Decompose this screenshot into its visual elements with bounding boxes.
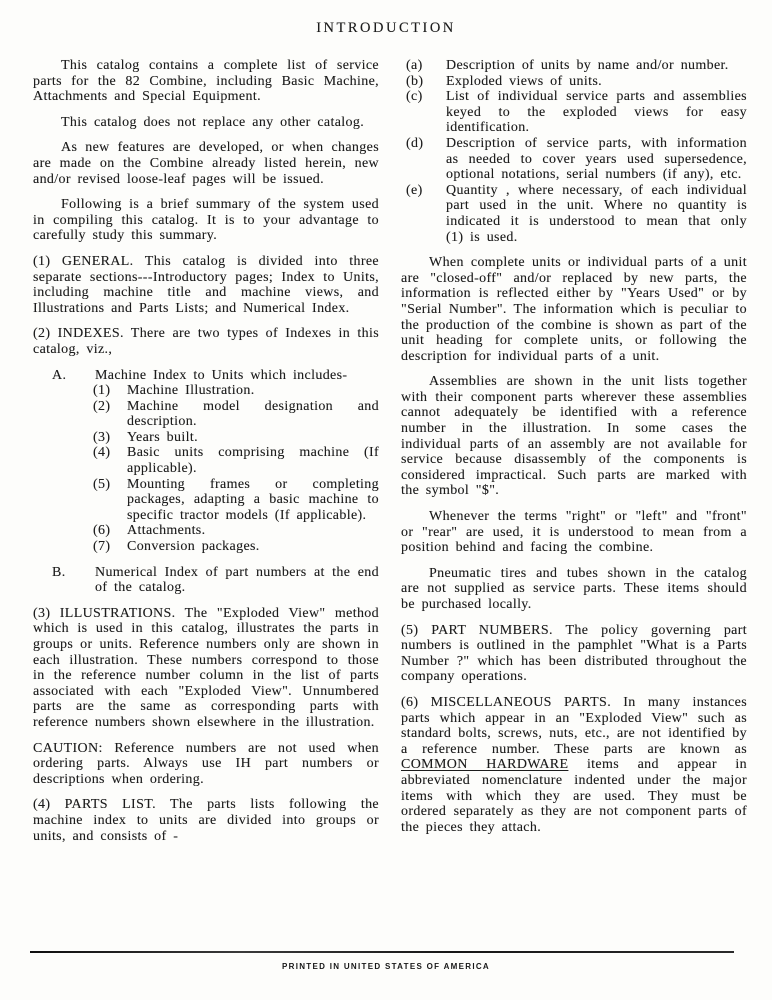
list-item-number: (2) [93, 398, 111, 414]
list-item [93, 399, 379, 430]
list-item [93, 523, 379, 539]
list-item-number: (7) [93, 539, 111, 555]
index-a-label: A. [52, 367, 67, 383]
list-item-number: (1) [93, 383, 111, 399]
paragraph-assemblies: Assemblies are shown in the unit lists together with their component parts wherever these assemblies cannot adequately be identified with a reference number in the illustration. In some cases the individual parts of an assembly are not available for service because disassembly of the components is considered impractical. Such parts are marked with the symbol "$". [401, 374, 747, 499]
list-item [406, 58, 747, 74]
section-part-numbers: (5) PART NUMBERS. The policy governing part numbers is outlined in the pamphlet "What is a Parts Number ?" which has been distributed throughout the company operations. [401, 622, 747, 685]
list-item-number: (6) [93, 523, 111, 539]
list-item-text: Mounting frames or completing packages, adapting a basic machine to specific tractor models (If applicable). [127, 476, 379, 523]
section-indexes: (2) INDEXES. There are two types of Indexes in this catalog, viz., [33, 326, 379, 357]
list-item-number: (a) [406, 58, 423, 73]
paragraph-new-features: As new features are developed, or when changes are made on the Combine already listed herein, new and/or revised loose-leaf pages will be issued. [33, 140, 379, 187]
page-title: INTRODUCTION [316, 20, 456, 36]
caution-note: CAUTION: Reference numbers are not used when ordering parts. Always use IH part numbers or descriptions when ordering. [33, 740, 379, 787]
index-b-label: B. [52, 564, 66, 580]
list-item [406, 74, 747, 90]
list-item-number: (b) [406, 73, 424, 89]
section-general: (1) GENERAL. This catalog is divided into three separate sections---Introductory pages; Index to Units, including machine title and machine views, and Illustrations and Parts Lists; and Numerical Index. [33, 253, 379, 316]
list-item-text: List of individual service parts and assemblies keyed to the exploded views for easy identification. [446, 89, 747, 136]
list-item-text: Exploded views of units. [446, 73, 603, 89]
list-item-text: Description of units by name and/or number. [446, 58, 729, 73]
footer-divider [30, 951, 734, 953]
list-item-number: (5) [93, 476, 111, 492]
paragraph-summary: Following is a brief summary of the system used in compiling this catalog. It is to your advantage to carefully study this summary. [33, 197, 379, 244]
list-item [93, 539, 379, 555]
section-parts-list: (4) PARTS LIST. The parts lists following the machine index to units are divided into groups or units, and consists of - [33, 797, 379, 844]
list-item [93, 430, 379, 446]
list-item [406, 136, 747, 183]
list-item-text: Description of service parts, with information as needed to cover years used supersedence, optional notations, serial numbers (if any), etc. [446, 135, 747, 183]
left-column [33, 58, 379, 854]
index-a-item-list [52, 383, 379, 555]
text-segment: items and appear in abbreviated nomenclature indented under the major items with which they are used. They must be ordered separately as they are not component parts of the pieces they attach. [401, 757, 747, 835]
list-item-number: (4) [93, 445, 111, 461]
list-item-text: Years built. [127, 429, 198, 445]
two-column-body [33, 58, 747, 854]
list-item-number: (c) [406, 89, 423, 105]
list-item [93, 445, 379, 476]
list-item-text: Attachments. [127, 523, 206, 539]
right-column [401, 58, 747, 854]
list-item-text: Machine model designation and description. [127, 398, 379, 430]
machine-index-block [33, 368, 379, 555]
list-item-text: Machine Illustration. [127, 383, 255, 399]
list-item-number: (d) [406, 135, 424, 151]
list-item [93, 383, 379, 399]
numerical-index-block [33, 565, 379, 596]
paragraph-pneumatic-tires: Pneumatic tires and tubes shown in the catalog are not supplied as service parts. These items should be purchased locally. [401, 565, 747, 612]
text-segment: (6) MISCELLANEOUS PARTS. In many instances parts which appear in an "Exploded View" such as standard bolts, screws, nuts, etc., are not identified by a reference number. These parts are known as [401, 694, 747, 757]
list-item-number: (e) [406, 182, 423, 198]
section-illustrations: (3) ILLUSTRATIONS. The "Exploded View" method which is used in this catalog, illustrates the parts in groups or units. Reference numbers only are shown in each illustration. These numbers correspond to those in the reference number column in the list of parts associated with each "Exploded View". Unnumbered parts are the same as corresponding parts with reference numbers shown elsewhere in the illustration. [33, 605, 379, 730]
list-item-number: (3) [93, 429, 111, 445]
section-miscellaneous-parts [401, 695, 747, 835]
index-a-title: Machine Index to Units which includes- [95, 367, 348, 383]
index-b-text: Numerical Index of part numbers at the end of the catalog. [95, 564, 379, 596]
list-item-text: Basic units comprising machine (If applicable). [127, 445, 379, 477]
index-a-heading [52, 368, 379, 384]
paragraph-no-replace: This catalog does not replace any other catalog. [61, 114, 365, 130]
common-hardware-underlined-text: COMMON HARDWARE [401, 757, 569, 773]
list-item [93, 477, 379, 524]
paragraph-right-left-terms: Whenever the terms "right" or "left" and "front" or "rear" are used, it is understood to mean from a position behind and facing the combine. [401, 509, 747, 556]
printed-in-usa-footer: PRINTED IN UNITED STATES OF AMERICA [281, 962, 491, 971]
paragraph-catalog-intro: This catalog contains a complete list of service parts for the 82 Combine, including Basic Machine, Attachments and Special Equipment. [33, 58, 379, 105]
index-b-heading [52, 565, 379, 596]
list-item-text: Quantity , where necessary, of each individual part used in the unit. Where no quantity is indicated it is understood to mean that only (1) is used. [446, 182, 747, 245]
list-item [406, 89, 747, 136]
paragraph-closed-off: When complete units or individual parts of a unit are "closed-off" and/or replaced by new parts, the information is reflected either by "Years Used" or by "Serial Number". The information which is peculiar to the production of the combine is shown as part of the unit heading for complete units, or following the description for individual parts of a unit. [401, 255, 747, 364]
list-item-text: Conversion packages. [127, 539, 260, 555]
parts-list-contents [401, 58, 747, 245]
list-item [406, 183, 747, 245]
